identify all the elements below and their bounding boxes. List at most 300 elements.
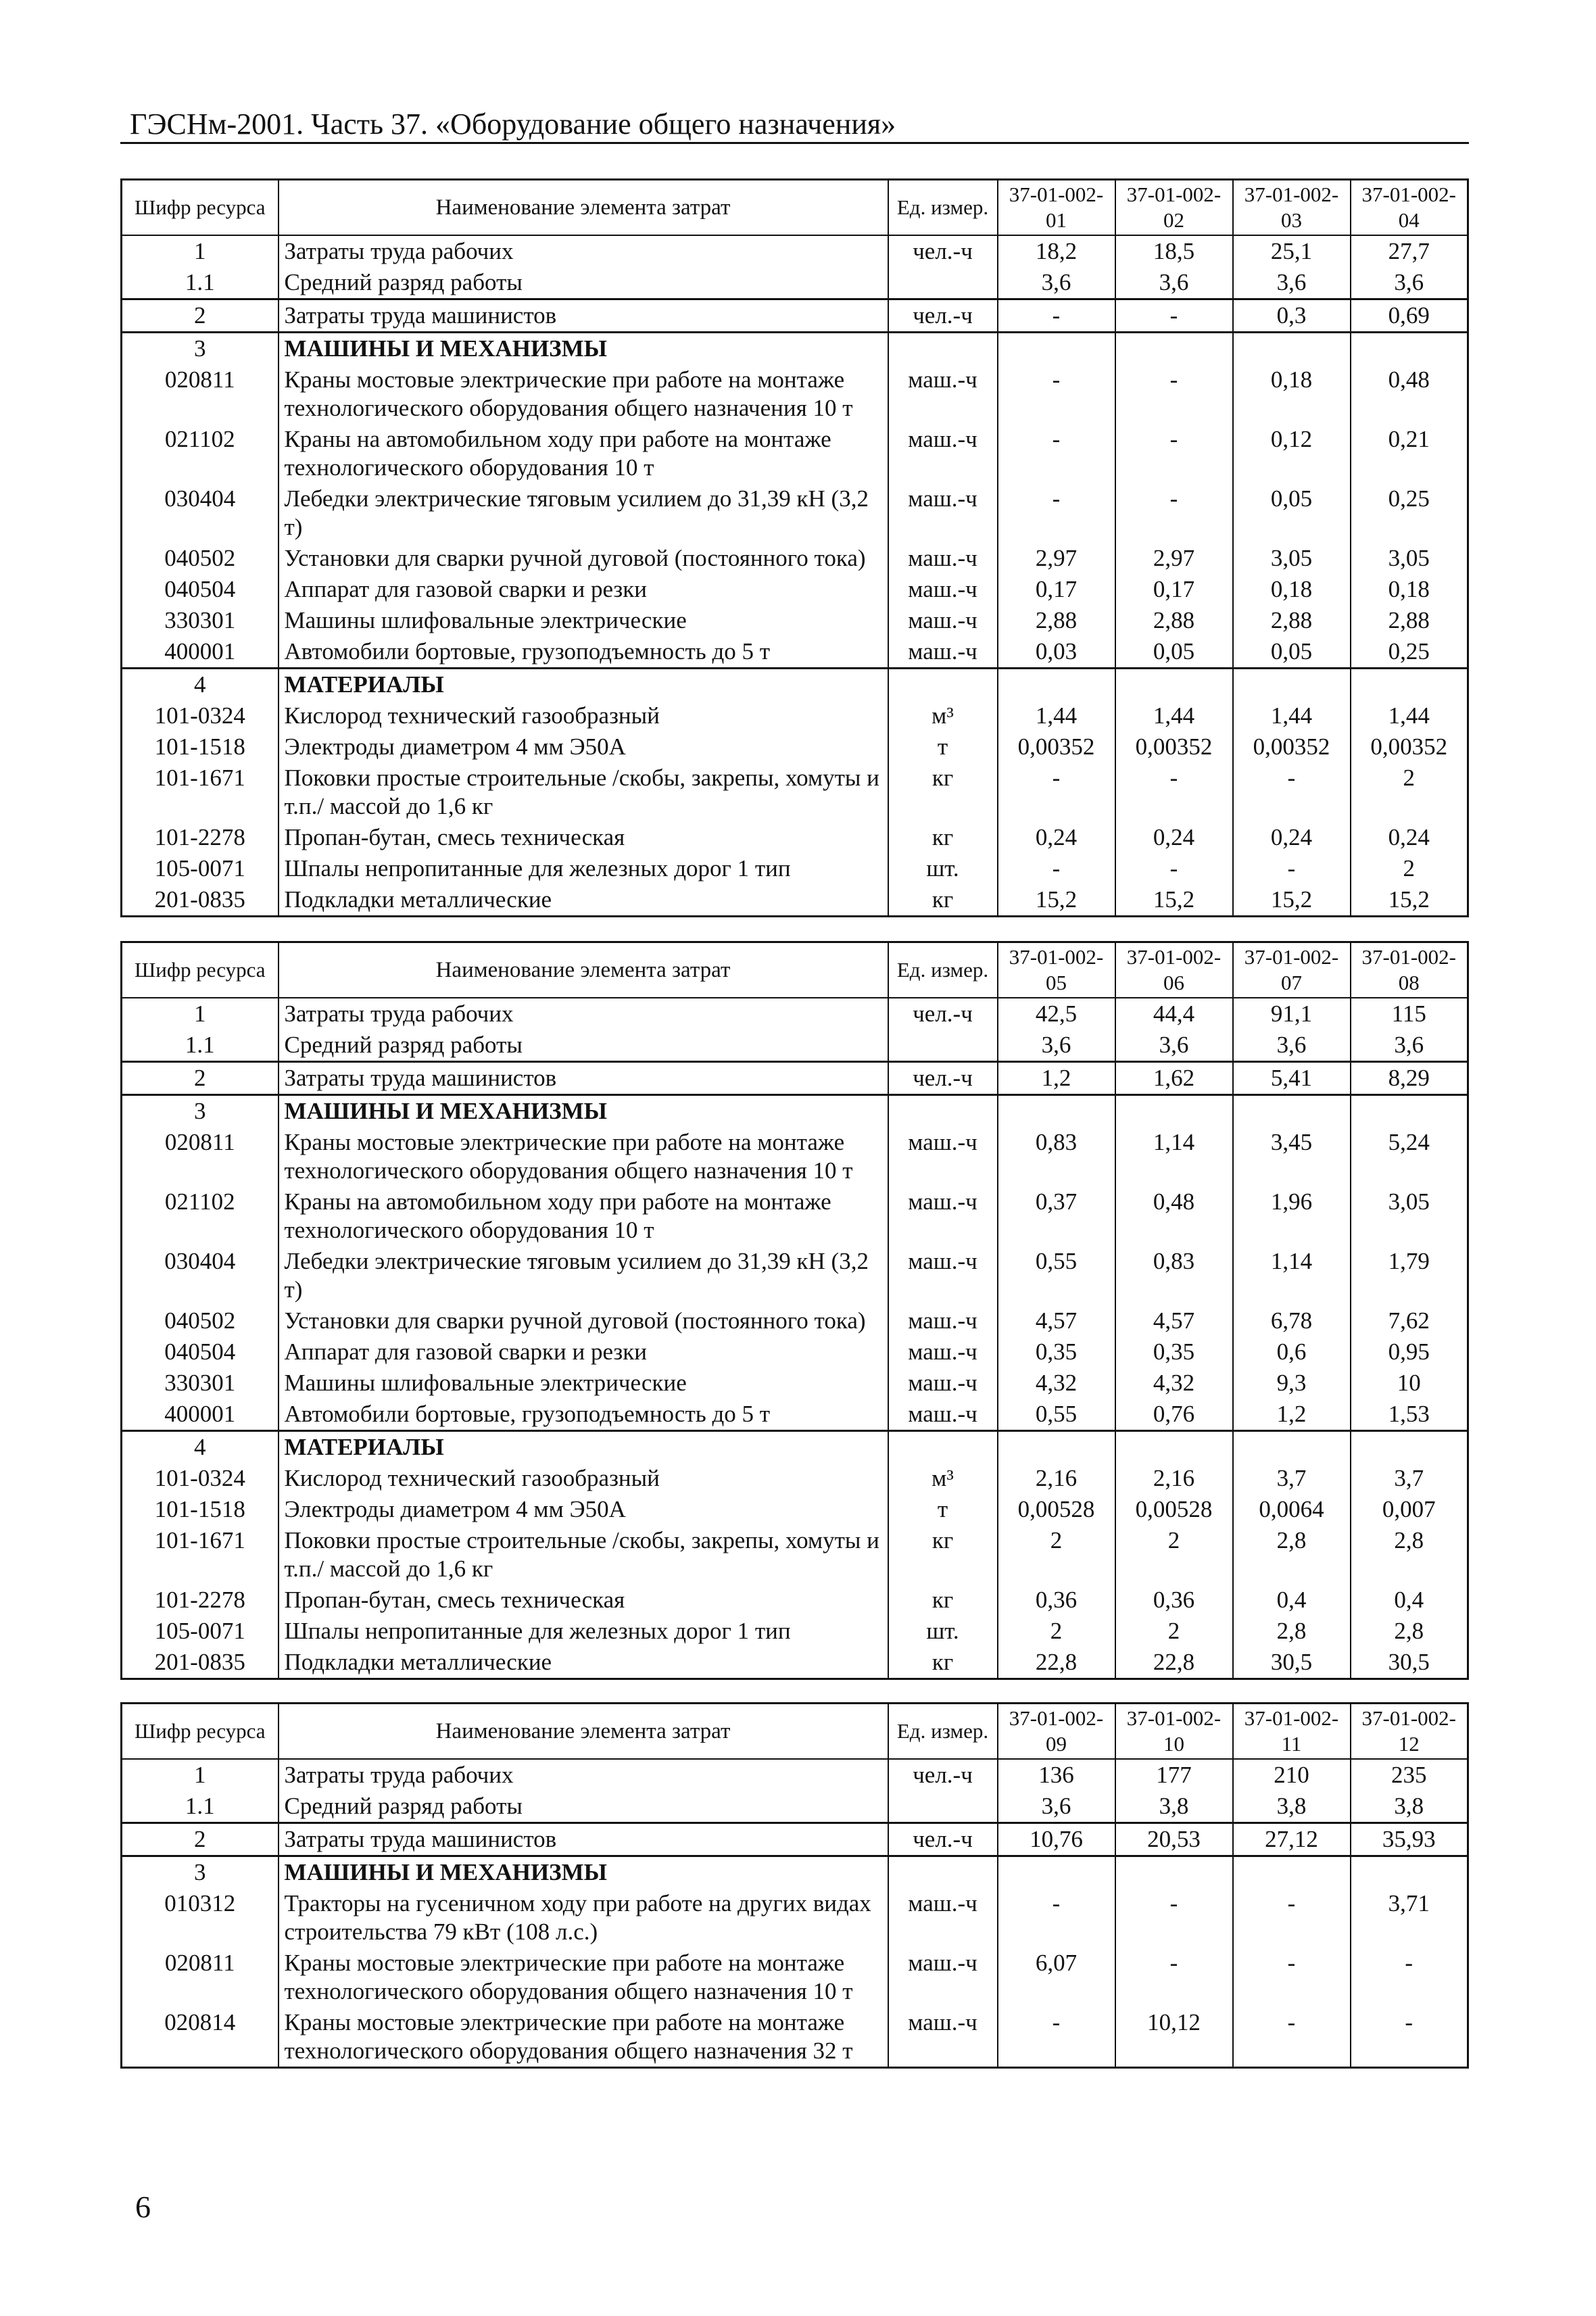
unit-cell: кг	[888, 763, 998, 822]
value-cell: 6,78	[1233, 1305, 1351, 1336]
col-header-code: Шифр ресурса	[122, 1704, 279, 1760]
unit-cell: шт.	[888, 853, 998, 884]
value-cell: 2	[1115, 1525, 1233, 1585]
resource-table-1	[120, 178, 1469, 917]
table-row	[122, 1030, 1468, 1062]
resource-code: 1	[122, 235, 279, 267]
table-row	[122, 2007, 1468, 2068]
value-cell: 3,6	[1115, 1030, 1233, 1062]
value-cell: 0,76	[1115, 1399, 1233, 1431]
resource-code: 400001	[122, 636, 279, 669]
resource-code: 4	[122, 669, 279, 701]
col-header-unit: Ед. измер.	[888, 1704, 998, 1760]
unit-cell	[888, 1030, 998, 1062]
col-header-code: Шифр ресурса	[122, 942, 279, 998]
unit-cell: маш.-ч	[888, 1368, 998, 1399]
table-row	[122, 574, 1468, 605]
page-number: 6	[135, 2190, 151, 2224]
value-cell	[998, 669, 1115, 701]
value-cell: 30,5	[1351, 1647, 1468, 1679]
col-header-name: Наименование элемента затрат	[279, 942, 888, 998]
value-cell: 1,2	[1233, 1399, 1351, 1431]
value-cell: 3,7	[1233, 1463, 1351, 1494]
resource-code: 4	[122, 1431, 279, 1464]
cost-element-name: Шпалы непропитанные для железных дорог 1 тип	[279, 1616, 888, 1647]
resource-code: 101-0324	[122, 1463, 279, 1494]
table-row	[122, 998, 1468, 1030]
resource-code: 101-1518	[122, 731, 279, 763]
section-row	[122, 333, 1468, 365]
value-cell: -	[998, 364, 1115, 424]
value-cell: 0,25	[1351, 636, 1468, 669]
resource-code: 1.1	[122, 267, 279, 299]
value-cell: 1,79	[1351, 1246, 1468, 1305]
col-header-norm-code: 37-01-002-10	[1115, 1704, 1233, 1760]
value-cell: 4,57	[1115, 1305, 1233, 1336]
col-header-norm-code: 37-01-002-03	[1233, 180, 1351, 236]
value-cell: 5,41	[1233, 1062, 1351, 1095]
resource-code: 020814	[122, 2007, 279, 2068]
cost-element-name: Шпалы непропитанные для железных дорог 1 тип	[279, 853, 888, 884]
value-cell: 0,48	[1351, 364, 1468, 424]
cost-element-name: Краны на автомобильном ходу при работе на монтаже технологического оборудования 10 т	[279, 424, 888, 483]
value-cell: -	[1115, 299, 1233, 333]
value-cell: 91,1	[1233, 998, 1351, 1030]
value-cell	[1233, 1095, 1351, 1128]
cost-element-name: Средний разряд работы	[279, 267, 888, 299]
value-cell: -	[1351, 2007, 1468, 2068]
table-row	[122, 1305, 1468, 1336]
value-cell: 0,0064	[1233, 1494, 1351, 1525]
section-title: МАТЕРИАЛЫ	[279, 1431, 888, 1464]
cost-element-name: Аппарат для газовой сварки и резки	[279, 1336, 888, 1368]
cost-element-name: Поковки простые строительные /скобы, закрепы, хомуты и т.п./ массой до 1,6 кг	[279, 763, 888, 822]
cost-element-name: Автомобили бортовые, грузоподъемность до 5 т	[279, 636, 888, 669]
unit-cell: кг	[888, 1525, 998, 1585]
value-cell: 7,62	[1351, 1305, 1468, 1336]
value-cell: 0,83	[998, 1127, 1115, 1186]
unit-cell: чел.-ч	[888, 1823, 998, 1856]
cost-element-name: Кислород технический газообразный	[279, 1463, 888, 1494]
table-row	[122, 884, 1468, 917]
value-cell: 3,05	[1351, 1186, 1468, 1246]
table-row	[122, 235, 1468, 267]
value-cell: 10,12	[1115, 2007, 1233, 2068]
value-cell: 2,88	[1351, 605, 1468, 636]
value-cell: 0,4	[1351, 1585, 1468, 1616]
resource-code: 020811	[122, 1127, 279, 1186]
unit-cell: маш.-ч	[888, 1399, 998, 1431]
value-cell: 0,03	[998, 636, 1115, 669]
resource-code: 3	[122, 1095, 279, 1128]
resource-code: 021102	[122, 1186, 279, 1246]
value-cell: 15,2	[998, 884, 1115, 917]
col-header-code: Шифр ресурса	[122, 180, 279, 236]
col-header-unit: Ед. измер.	[888, 942, 998, 998]
table-row	[122, 1948, 1468, 2007]
resource-code: 201-0835	[122, 884, 279, 917]
value-cell	[1233, 669, 1351, 701]
cost-element-name: Краны мостовые электрические при работе на монтаже технологического оборудования общего назначения 10 т	[279, 1127, 888, 1186]
value-cell: -	[1233, 1948, 1351, 2007]
unit-cell: маш.-ч	[888, 364, 998, 424]
value-cell: -	[1115, 424, 1233, 483]
cost-element-name: Установки для сварки ручной дуговой (постоянного тока)	[279, 1305, 888, 1336]
resource-table-2	[120, 941, 1469, 1680]
value-cell: 0,24	[1351, 822, 1468, 853]
table-row	[122, 1525, 1468, 1585]
value-cell: -	[1115, 364, 1233, 424]
unit-cell: маш.-ч	[888, 1186, 998, 1246]
table-header-row	[122, 942, 1468, 998]
cost-element-name: Лебедки электрические тяговым усилием до 31,39 кН (3,2 т)	[279, 1246, 888, 1305]
value-cell	[998, 333, 1115, 365]
resource-code: 2	[122, 299, 279, 333]
section-row	[122, 1856, 1468, 1889]
unit-cell: маш.-ч	[888, 424, 998, 483]
value-cell: -	[998, 483, 1115, 543]
value-cell: 1,44	[998, 700, 1115, 731]
unit-cell: м³	[888, 700, 998, 731]
unit-cell: т	[888, 1494, 998, 1525]
value-cell: 0,21	[1351, 424, 1468, 483]
value-cell: 2,8	[1351, 1616, 1468, 1647]
value-cell: 2	[998, 1525, 1115, 1585]
value-cell	[998, 1431, 1115, 1464]
table-row	[122, 1791, 1468, 1823]
value-cell: 1,14	[1233, 1246, 1351, 1305]
resource-code: 105-0071	[122, 853, 279, 884]
value-cell: 177	[1115, 1759, 1233, 1791]
value-cell: 3,6	[998, 267, 1115, 299]
col-header-norm-code: 37-01-002-08	[1351, 942, 1468, 998]
table-row	[122, 763, 1468, 822]
table-row	[122, 1463, 1468, 1494]
value-cell: 2,8	[1351, 1525, 1468, 1585]
value-cell: -	[998, 763, 1115, 822]
value-cell: 0,24	[998, 822, 1115, 853]
unit-cell: чел.-ч	[888, 299, 998, 333]
value-cell	[1351, 1856, 1468, 1889]
value-cell: 136	[998, 1759, 1115, 1791]
resource-code: 030404	[122, 483, 279, 543]
value-cell: -	[1115, 853, 1233, 884]
value-cell: -	[1233, 763, 1351, 822]
unit-cell: чел.-ч	[888, 1759, 998, 1791]
table-row	[122, 1647, 1468, 1679]
resource-code: 3	[122, 333, 279, 365]
table-row	[122, 1888, 1468, 1948]
resource-code: 330301	[122, 1368, 279, 1399]
value-cell: 2	[1115, 1616, 1233, 1647]
value-cell: -	[1233, 1888, 1351, 1948]
value-cell: 0,17	[1115, 574, 1233, 605]
value-cell: -	[998, 2007, 1115, 2068]
unit-cell: кг	[888, 1647, 998, 1679]
value-cell: 44,4	[1115, 998, 1233, 1030]
value-cell: 0,18	[1233, 364, 1351, 424]
table-row	[122, 364, 1468, 424]
col-header-norm-code: 37-01-002-09	[998, 1704, 1115, 1760]
value-cell: 0,48	[1115, 1186, 1233, 1246]
value-cell: 4,32	[1115, 1368, 1233, 1399]
value-cell: 2,97	[1115, 543, 1233, 574]
table-row	[122, 1246, 1468, 1305]
table-row	[122, 483, 1468, 543]
cost-element-name: Затраты труда машинистов	[279, 299, 888, 333]
resource-code: 101-0324	[122, 700, 279, 731]
col-header-unit: Ед. измер.	[888, 180, 998, 236]
value-cell: 1,44	[1115, 700, 1233, 731]
section-title: МАШИНЫ И МЕХАНИЗМЫ	[279, 1856, 888, 1889]
value-cell: -	[998, 1888, 1115, 1948]
table-row	[122, 1186, 1468, 1246]
value-cell	[1233, 1856, 1351, 1889]
cost-element-name: Аппарат для газовой сварки и резки	[279, 574, 888, 605]
value-cell	[1115, 669, 1233, 701]
value-cell: 3,05	[1233, 543, 1351, 574]
table-row	[122, 605, 1468, 636]
value-cell	[1233, 333, 1351, 365]
value-cell: 0,00528	[1115, 1494, 1233, 1525]
value-cell: 0,24	[1115, 822, 1233, 853]
resource-code: 020811	[122, 364, 279, 424]
unit-cell: чел.-ч	[888, 235, 998, 267]
resource-code: 1	[122, 998, 279, 1030]
cost-element-name: Затраты труда рабочих	[279, 1759, 888, 1791]
cost-element-name: Затраты труда рабочих	[279, 998, 888, 1030]
value-cell: 3,6	[1233, 1030, 1351, 1062]
section-title: МАТЕРИАЛЫ	[279, 669, 888, 701]
section-row	[122, 1095, 1468, 1128]
cost-element-name: Средний разряд работы	[279, 1030, 888, 1062]
unit-cell: маш.-ч	[888, 1305, 998, 1336]
cost-element-name: Установки для сварки ручной дуговой (постоянного тока)	[279, 543, 888, 574]
cost-element-name: Кислород технический газообразный	[279, 700, 888, 731]
value-cell: 8,29	[1351, 1062, 1468, 1095]
value-cell: -	[1351, 1948, 1468, 2007]
resource-code: 101-1671	[122, 1525, 279, 1585]
header-rule	[120, 142, 1469, 144]
table-row	[122, 822, 1468, 853]
table-row	[122, 731, 1468, 763]
value-cell: -	[998, 853, 1115, 884]
unit-cell: кг	[888, 822, 998, 853]
value-cell: 2,88	[998, 605, 1115, 636]
unit-cell: кг	[888, 884, 998, 917]
value-cell: 0,55	[998, 1399, 1115, 1431]
value-cell: 1,2	[998, 1062, 1115, 1095]
value-cell: 15,2	[1115, 884, 1233, 917]
value-cell: -	[998, 424, 1115, 483]
value-cell: 2,16	[998, 1463, 1115, 1494]
value-cell: 235	[1351, 1759, 1468, 1791]
value-cell: 1,44	[1233, 700, 1351, 731]
table-row	[122, 424, 1468, 483]
value-cell: 10	[1351, 1368, 1468, 1399]
value-cell: 3,8	[1115, 1791, 1233, 1823]
table-row	[122, 1823, 1468, 1856]
unit-cell: м³	[888, 1463, 998, 1494]
col-header-norm-code: 37-01-002-05	[998, 942, 1115, 998]
value-cell: 2	[998, 1616, 1115, 1647]
unit-cell: маш.-ч	[888, 1127, 998, 1186]
table-row	[122, 636, 1468, 669]
value-cell: 1,96	[1233, 1186, 1351, 1246]
unit-cell: кг	[888, 1585, 998, 1616]
value-cell: 0,3	[1233, 299, 1351, 333]
unit-cell: маш.-ч	[888, 483, 998, 543]
value-cell: -	[1115, 1948, 1233, 2007]
value-cell: 0,00352	[1115, 731, 1233, 763]
value-cell: 0,69	[1351, 299, 1468, 333]
resource-code: 2	[122, 1062, 279, 1095]
cost-element-name: Подкладки металлические	[279, 884, 888, 917]
value-cell: 35,93	[1351, 1823, 1468, 1856]
page-header-title: ГЭСНм-2001. Часть 37. «Оборудование общего назначения»	[130, 107, 896, 141]
value-cell: 2,97	[998, 543, 1115, 574]
value-cell: 0,4	[1233, 1585, 1351, 1616]
unit-cell: маш.-ч	[888, 1948, 998, 2007]
resource-code: 021102	[122, 424, 279, 483]
unit-cell: т	[888, 731, 998, 763]
resource-code: 2	[122, 1823, 279, 1856]
value-cell: 0,35	[1115, 1336, 1233, 1368]
cost-element-name: Машины шлифовальные электрические	[279, 605, 888, 636]
value-cell	[1115, 1856, 1233, 1889]
cost-element-name: Тракторы на гусеничном ходу при работе на других видах строительства 79 кВт (108 л.с.)	[279, 1888, 888, 1948]
cost-element-name: Лебедки электрические тяговым усилием до 31,39 кН (3,2 т)	[279, 483, 888, 543]
value-cell	[1115, 333, 1233, 365]
value-cell: 2,8	[1233, 1525, 1351, 1585]
table-row	[122, 1759, 1468, 1791]
value-cell: -	[1115, 1888, 1233, 1948]
col-header-norm-code: 37-01-002-01	[998, 180, 1115, 236]
value-cell: -	[998, 299, 1115, 333]
value-cell: 0,83	[1115, 1246, 1233, 1305]
cost-element-name: Затраты труда машинистов	[279, 1062, 888, 1095]
resource-code: 010312	[122, 1888, 279, 1948]
value-cell: 0,00352	[998, 731, 1115, 763]
value-cell: 1,44	[1351, 700, 1468, 731]
value-cell: 4,57	[998, 1305, 1115, 1336]
value-cell: 0,55	[998, 1246, 1115, 1305]
section-row	[122, 1431, 1468, 1464]
value-cell: 0,00352	[1233, 731, 1351, 763]
value-cell: 42,5	[998, 998, 1115, 1030]
cost-element-name: Краны на автомобильном ходу при работе на монтаже технологического оборудования 10 т	[279, 1186, 888, 1246]
unit-cell: шт.	[888, 1616, 998, 1647]
resource-code: 3	[122, 1856, 279, 1889]
value-cell: 0,05	[1233, 483, 1351, 543]
value-cell: 2,88	[1233, 605, 1351, 636]
value-cell: 3,6	[1115, 267, 1233, 299]
resource-code: 330301	[122, 605, 279, 636]
value-cell: 4,32	[998, 1368, 1115, 1399]
cost-element-name: Электроды диаметром 4 мм Э50А	[279, 731, 888, 763]
resource-code: 101-1518	[122, 1494, 279, 1525]
col-header-name: Наименование элемента затрат	[279, 180, 888, 236]
value-cell: 0,37	[998, 1186, 1115, 1246]
value-cell: 0,36	[1115, 1585, 1233, 1616]
value-cell: 18,5	[1115, 235, 1233, 267]
value-cell: 0,12	[1233, 424, 1351, 483]
table-row	[122, 1399, 1468, 1431]
value-cell: 0,007	[1351, 1494, 1468, 1525]
table-row	[122, 299, 1468, 333]
value-cell: 3,8	[1233, 1791, 1351, 1823]
resource-code: 400001	[122, 1399, 279, 1431]
table-row	[122, 853, 1468, 884]
value-cell: 3,6	[998, 1030, 1115, 1062]
value-cell: 3,7	[1351, 1463, 1468, 1494]
value-cell: 0,35	[998, 1336, 1115, 1368]
unit-cell: маш.-ч	[888, 1336, 998, 1368]
value-cell: 2	[1351, 763, 1468, 822]
value-cell: 3,6	[1233, 267, 1351, 299]
cost-element-name: Пропан-бутан, смесь техническая	[279, 822, 888, 853]
value-cell: 6,07	[998, 1948, 1115, 2007]
resource-code: 101-2278	[122, 1585, 279, 1616]
resource-code: 040504	[122, 574, 279, 605]
resource-code: 040504	[122, 1336, 279, 1368]
value-cell: 0,36	[998, 1585, 1115, 1616]
unit-cell: маш.-ч	[888, 1888, 998, 1948]
resource-code: 201-0835	[122, 1647, 279, 1679]
unit-cell: чел.-ч	[888, 1062, 998, 1095]
resource-code: 1.1	[122, 1791, 279, 1823]
value-cell: 3,6	[1351, 267, 1468, 299]
value-cell: 115	[1351, 998, 1468, 1030]
value-cell: 20,53	[1115, 1823, 1233, 1856]
resource-code: 040502	[122, 1305, 279, 1336]
value-cell	[1351, 669, 1468, 701]
cost-element-name: Поковки простые строительные /скобы, закрепы, хомуты и т.п./ массой до 1,6 кг	[279, 1525, 888, 1585]
value-cell: 0,95	[1351, 1336, 1468, 1368]
value-cell: 15,2	[1233, 884, 1351, 917]
value-cell: 9,3	[1233, 1368, 1351, 1399]
value-cell: -	[1115, 483, 1233, 543]
value-cell	[998, 1095, 1115, 1128]
cost-element-name: Затраты труда машинистов	[279, 1823, 888, 1856]
cost-element-name: Затраты труда рабочих	[279, 235, 888, 267]
col-header-norm-code: 37-01-002-11	[1233, 1704, 1351, 1760]
value-cell: 0,18	[1351, 574, 1468, 605]
table-row	[122, 700, 1468, 731]
table-row	[122, 267, 1468, 299]
value-cell: 1,62	[1115, 1062, 1233, 1095]
table-row	[122, 1127, 1468, 1186]
resource-code: 030404	[122, 1246, 279, 1305]
value-cell: 3,05	[1351, 543, 1468, 574]
col-header-name: Наименование элемента затрат	[279, 1704, 888, 1760]
value-cell	[1351, 1095, 1468, 1128]
page-header	[120, 107, 1469, 144]
unit-cell: чел.-ч	[888, 998, 998, 1030]
value-cell: 2,16	[1115, 1463, 1233, 1494]
resource-code: 101-1671	[122, 763, 279, 822]
value-cell: -	[1233, 853, 1351, 884]
value-cell: 1,14	[1115, 1127, 1233, 1186]
col-header-norm-code: 37-01-002-02	[1115, 180, 1233, 236]
unit-cell: маш.-ч	[888, 1246, 998, 1305]
value-cell: 3,71	[1351, 1888, 1468, 1948]
value-cell: 22,8	[998, 1647, 1115, 1679]
resource-code: 1.1	[122, 1030, 279, 1062]
value-cell: 27,12	[1233, 1823, 1351, 1856]
cost-element-name: Средний разряд работы	[279, 1791, 888, 1823]
value-cell: 0,00352	[1351, 731, 1468, 763]
